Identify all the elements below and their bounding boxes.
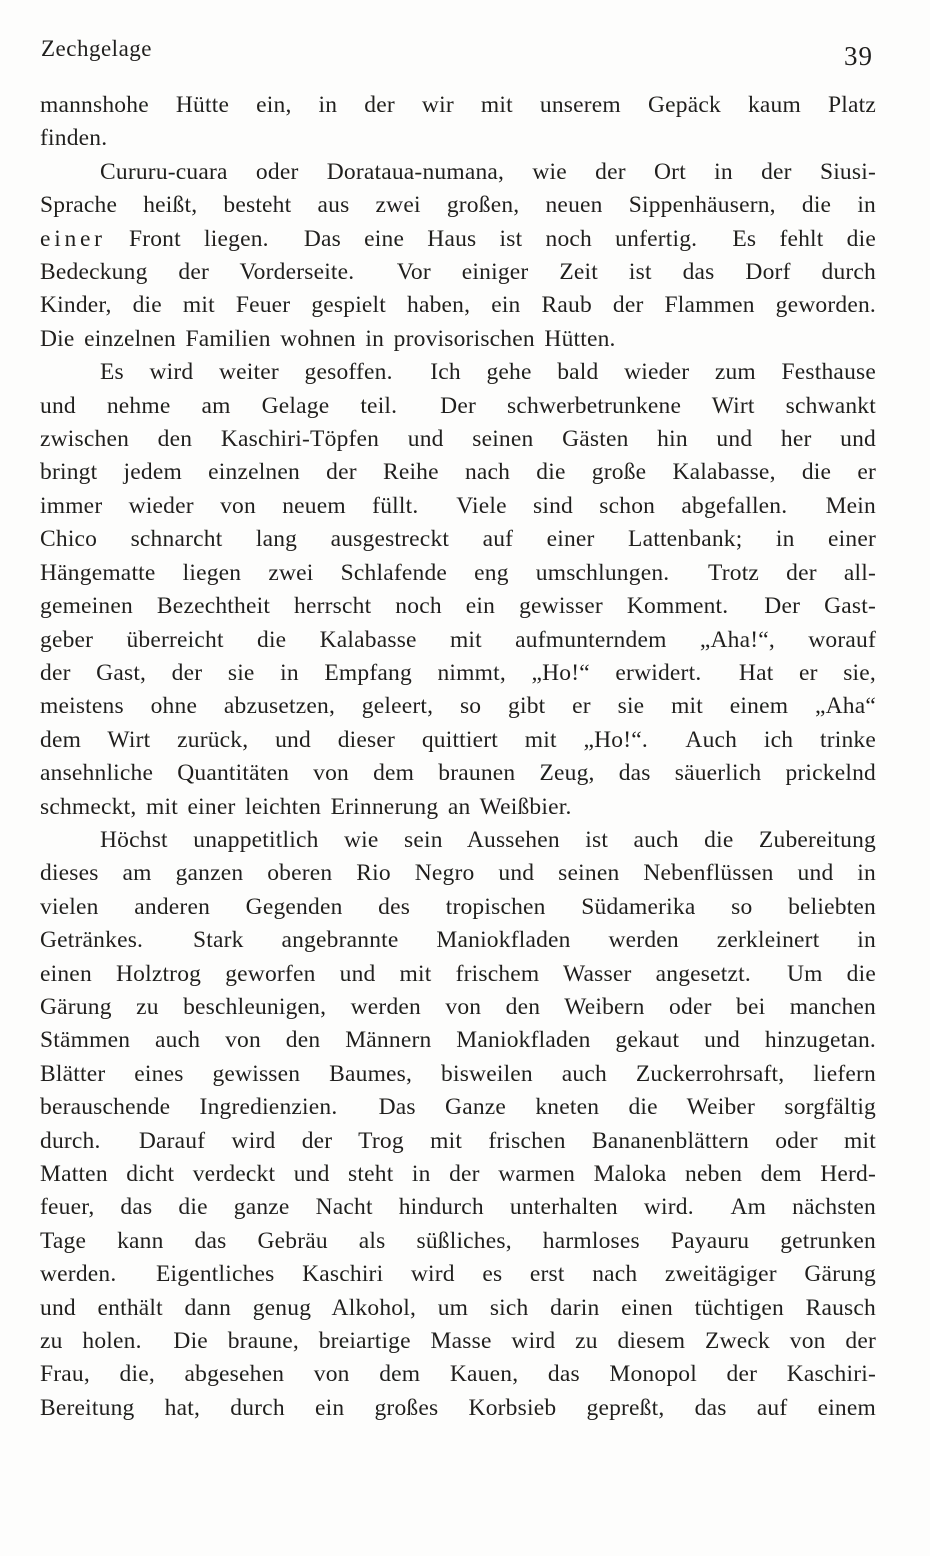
text-line: dieses am ganzen oberen Rio Negro und seinen Nebenflüssen und in (40, 860, 876, 887)
text-line: meistens ohne abzusetzen, geleert, so gibt er sie mit einem „Aha“ (40, 693, 876, 720)
text-line: mannshohe Hütte ein, in der wir mit unserem Gepäck kaum Platz (40, 92, 876, 118)
text-line: ansehnliche Quantitäten von dem braunen Zeug, das säuerlich prickelnd (40, 760, 876, 787)
text-line: berauschende Ingredienzien. Das Ganze kneten die Weiber sorgfältig (40, 1094, 876, 1121)
text-line: Bereitung hat, durch ein großes Korbsieb gepreßt, das auf einem (40, 1394, 876, 1421)
text-line: Stämmen auch von den Männern Maniokfladen gekaut und hinzugetan. (40, 1027, 876, 1054)
text-line: zu holen. Die braune, breiartige Masse wird zu diesem Zweck von der (40, 1328, 876, 1355)
text-line: Tage kann das Gebräu als süßliches, harmloses Payauru getrunken (40, 1227, 876, 1254)
text-line: Die einzelnen Familien wohnen in provisorischen Hütten. (40, 325, 616, 352)
emphasized-word: einer (40, 225, 106, 252)
text-line: dem Wirt zurück, und dieser quittiert mit „Ho!“. Auch ich trinke (40, 726, 876, 753)
text-line: Getränkes. Stark angebrannte Maniokfladen werden zerkleinert in (40, 927, 876, 954)
text-line (40, 223, 876, 256)
text-line-segment: Front liegen. Das eine Haus ist noch unfertig. Es fehlt die (105, 225, 876, 252)
text-line: Kinder, die mit Feuer gespielt haben, ein Raub der Flammen geworden. (40, 292, 876, 319)
text-line: finden. (40, 125, 108, 152)
page-text-block (40, 89, 876, 1425)
running-header-title: Zechgelage (41, 36, 152, 61)
text-line: immer wieder von neuem füllt. Viele sind schon abgefallen. Mein (40, 492, 876, 519)
text-line: gemeinen Bezechtheit herrscht noch ein gewisser Komment. Der Gast- (40, 593, 876, 620)
text-line: Hängematte liegen zwei Schlafende eng umschlungen. Trotz der all- (40, 559, 876, 586)
text-line: und nehme am Gelage teil. Der schwerbetrunkene Wirt schwankt (40, 392, 876, 419)
text-line: Es wird weiter gesoffen. Ich gehe bald wieder zum Festhause (100, 359, 876, 386)
text-line: Gärung zu beschleunigen, werden von den Weibern oder bei manchen (40, 993, 876, 1020)
text-line: Matten dicht verdeckt und steht in der warmen Maloka neben dem Herd- (40, 1161, 876, 1187)
text-line: bringt jedem einzelnen der Reihe nach die große Kalabasse, die er (40, 459, 876, 486)
text-line: Blätter eines gewissen Baumes, bisweilen auch Zuckerrohrsaft, liefern (40, 1060, 876, 1087)
page-number: 39 (844, 41, 873, 71)
text-line: schmeckt, mit einer leichten Erinnerung an Weißbier. (40, 793, 572, 820)
text-line: einen Holztrog geworfen und mit frischem Wasser angesetzt. Um die (40, 960, 876, 987)
text-line: durch. Darauf wird der Trog mit frischen Bananenblättern oder mit (40, 1127, 876, 1154)
text-line: Chico schnarcht lang ausgestreckt auf einer Lattenbank; in einer (40, 526, 876, 553)
text-line: Höchst unappetitlich wie sein Aussehen ist auch die Zubereitung (100, 826, 876, 853)
text-line: Frau, die, abgesehen von dem Kauen, das Monopol der Kaschiri- (40, 1361, 876, 1388)
text-line: werden. Eigentliches Kaschiri wird es erst nach zweitägiger Gärung (40, 1261, 876, 1288)
text-line: zwischen den Kaschiri-Töpfen und seinen Gästen hin und her und (40, 426, 876, 453)
text-line: Cururu-cuara oder Dorataua-numana, wie der Ort in der Siusi- (100, 158, 876, 185)
text-line: Bedeckung der Vorderseite. Vor einiger Zeit ist das Dorf durch (40, 259, 876, 286)
text-line: vielen anderen Gegenden des tropischen Südamerika so beliebten (40, 893, 876, 920)
text-line: geber überreicht die Kalabasse mit aufmunterndem „Aha!“, worauf (40, 626, 876, 653)
text-line: feuer, das die ganze Nacht hindurch unterhalten wird. Am nächsten (40, 1194, 876, 1221)
text-line: der Gast, der sie in Empfang nimmt, „Ho!“ erwidert. Hat er sie, (40, 659, 876, 686)
text-line: Sprache heißt, besteht aus zwei großen, neuen Sippenhäusern, die in (40, 192, 876, 219)
text-line: und enthält dann genug Alkohol, um sich darin einen tüchtigen Rausch (40, 1294, 876, 1321)
